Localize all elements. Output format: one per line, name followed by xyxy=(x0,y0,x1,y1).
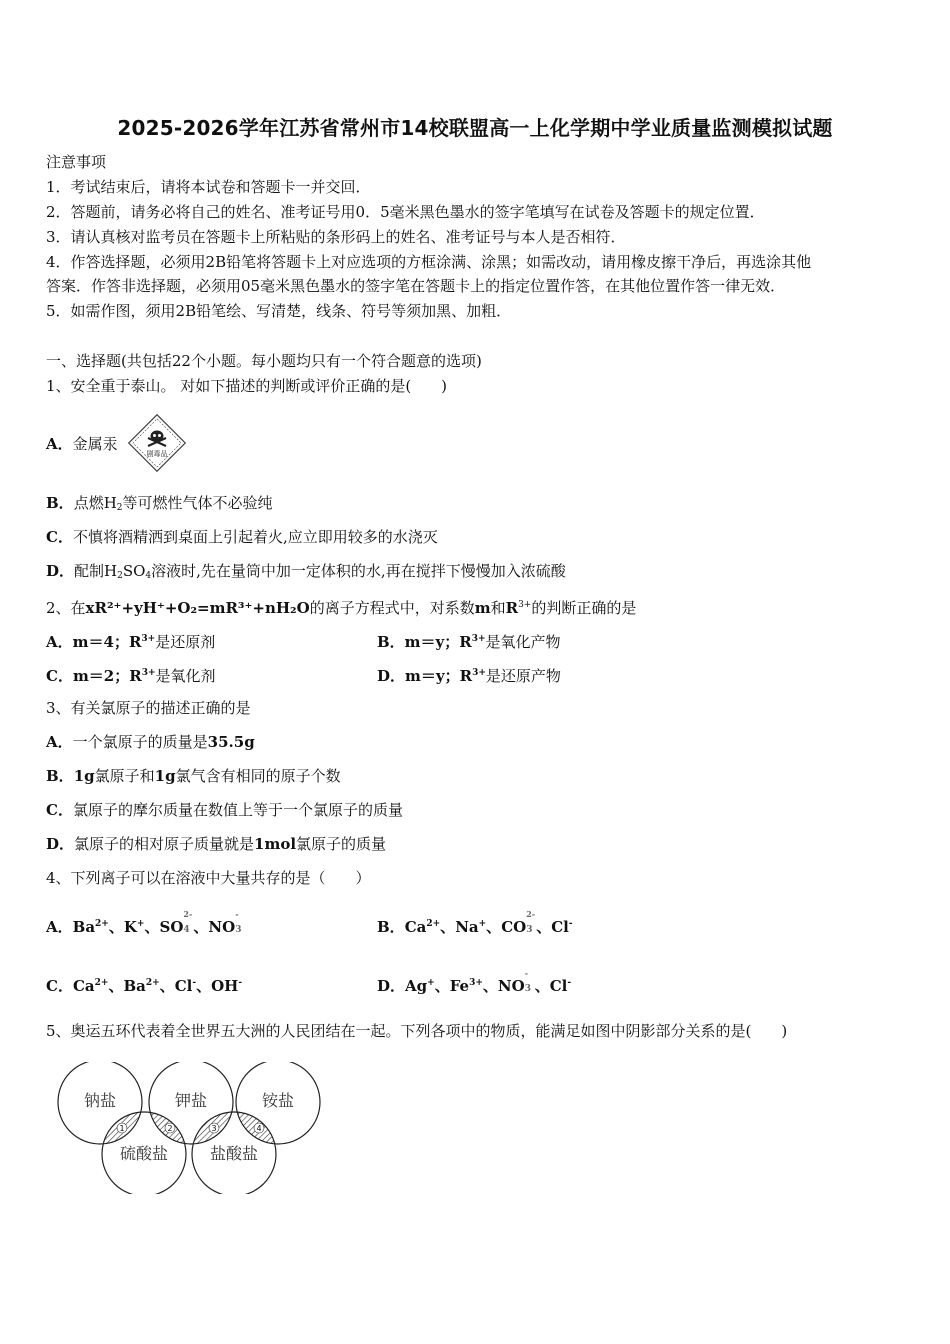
question-2-option-c xyxy=(46,663,216,686)
superscript: 3+ xyxy=(472,668,486,678)
charge: - xyxy=(524,968,529,978)
option-text: 等可燃性气体不必验纯 xyxy=(122,494,273,512)
option-text: 35.5g xyxy=(207,733,255,751)
region-number: 3 xyxy=(211,1124,217,1133)
ion: Ca xyxy=(404,918,427,936)
question-2-stem xyxy=(46,595,636,618)
notice-item: 2．答题前，请务必将自己的姓名、准考证号用0．5毫米黑色墨水的签字笔填写在试卷及答题卡的规定位置． xyxy=(46,203,765,221)
charge-stack xyxy=(235,909,245,935)
region-number: 2 xyxy=(167,1124,173,1133)
option-text: 配制H xyxy=(74,562,118,580)
superscript: 3+ xyxy=(141,634,156,644)
option-label: B． xyxy=(46,767,74,785)
option-label: B． xyxy=(377,918,405,936)
option-label: C． xyxy=(46,977,73,995)
option-text: A．m＝4；R xyxy=(46,633,142,651)
option-text: C．m＝2；R xyxy=(46,667,142,685)
ion: Cl xyxy=(551,918,569,936)
separator: 、 xyxy=(159,977,175,995)
question-3-option-d xyxy=(46,834,386,854)
ring-label: 钾盐 xyxy=(174,1091,208,1110)
ion: Na xyxy=(455,918,479,936)
question-3-stem: 3、有关氯原子的描述正确的是 xyxy=(46,699,251,717)
option-text: 1g xyxy=(73,767,95,785)
charge-stack xyxy=(183,909,193,935)
ion: Cl xyxy=(174,977,193,995)
subscript: 3 xyxy=(526,925,533,935)
separator: 、 xyxy=(108,918,124,936)
superscript: - xyxy=(238,978,243,988)
subscript: 2 xyxy=(116,503,123,513)
question-2-option-b xyxy=(377,629,561,652)
option-text: SO xyxy=(122,562,146,580)
charge-stack xyxy=(524,968,535,994)
subscript: 3 xyxy=(235,925,242,935)
ion: Ca xyxy=(72,977,95,995)
separator: 、 xyxy=(193,918,209,936)
stem-text: 和 xyxy=(490,599,506,617)
ion: Cl xyxy=(549,977,568,995)
stem-text: 的离子方程式中，对系数 xyxy=(309,599,475,617)
charge: 2- xyxy=(526,909,536,919)
subscript: 2 xyxy=(117,571,123,581)
region-number: 1 xyxy=(119,1124,125,1133)
option-label: A． xyxy=(46,435,73,453)
separator: 、 xyxy=(482,977,498,995)
question-4-option-c xyxy=(46,973,242,996)
ion: Fe xyxy=(449,977,470,995)
separator: 、 xyxy=(434,977,450,995)
olympic-rings-venn-diagram xyxy=(52,1062,332,1194)
ion: K xyxy=(123,918,137,936)
option-text: 氯原子的相对原子质量就是 xyxy=(74,835,255,853)
notice-item: 4．作答选择题，必须用2B铅笔将答题卡上对应选项的方框涂满、涂黑；如需改动，请用橡皮擦干净后，再选涂其他 xyxy=(46,253,812,271)
separator: 、 xyxy=(440,918,456,936)
section-heading: 一、选择题(共包括22个小题。每小题均只有一个符合题意的选项) xyxy=(46,352,482,370)
separator: 、 xyxy=(144,918,160,936)
ion: Ba xyxy=(72,918,96,936)
superscript: 3+ xyxy=(469,978,483,988)
option-text: 溶液时,先在量筒中加一定体积的水,再在搅拌下慢慢加入浓硫酸 xyxy=(151,562,566,580)
question-4-option-a xyxy=(46,909,245,937)
ring-label: 铵盐 xyxy=(261,1091,295,1110)
charge-stack xyxy=(526,909,536,935)
option-text: 金属汞 xyxy=(72,435,118,453)
ion: Ag xyxy=(405,977,428,995)
separator: 、 xyxy=(536,918,552,936)
option-text: 是还原剂 xyxy=(155,633,216,651)
subscript: 4 xyxy=(145,571,152,581)
superscript: 2+ xyxy=(145,978,160,988)
option-text: 点燃H xyxy=(73,494,117,512)
option-text: 1g xyxy=(154,767,176,785)
superscript: - xyxy=(567,978,572,988)
ion: SO xyxy=(159,918,184,936)
question-1-stem: 1、安全重于泰山。 对如下描述的判断或评价正确的是( ) xyxy=(46,377,448,395)
option-text: 氯原子的质量 xyxy=(296,835,387,853)
notice-item: 答案．作答非选择题，必须用05毫米黑色墨水的签字笔在答题卡上的指定位置作答，在其他位置作答一律无效． xyxy=(46,277,786,295)
question-3-option-b xyxy=(46,766,341,786)
ion: Ba xyxy=(123,977,146,995)
charge: 2- xyxy=(183,909,193,919)
separator: 、 xyxy=(486,918,502,936)
stem-text: 2、在 xyxy=(46,599,86,617)
option-label: C． xyxy=(46,528,73,546)
option-label: D． xyxy=(46,562,75,580)
superscript: + xyxy=(478,919,487,929)
coefficient: m xyxy=(474,599,491,617)
question-1-option-c xyxy=(46,527,438,547)
question-2-option-d xyxy=(377,663,561,686)
option-label: A． xyxy=(46,918,73,936)
stem-text: 的判断正确的是 xyxy=(531,599,637,617)
superscript: + xyxy=(136,919,145,929)
question-1-option-a xyxy=(46,434,118,454)
option-text: 氯原子的摩尔质量在数值上等于一个氯原子的质量 xyxy=(72,801,403,819)
question-4-option-b xyxy=(377,909,573,937)
option-text: 是氧化产物 xyxy=(485,633,561,651)
superscript: 3+ xyxy=(471,634,486,644)
separator: 、 xyxy=(108,977,124,995)
ionic-equation: xR²⁺+yH⁺+O₂=mR³⁺+nH₂O xyxy=(85,599,310,617)
option-text: 不慎将酒精洒到桌面上引起着火,应立即用较多的水浇灭 xyxy=(72,528,438,546)
question-5-stem: 5、奥运五环代表着全世界五大洲的人民团结在一起。下列各项中的物质，能满足如图中阴影部分关系的是( ) xyxy=(46,1022,788,1040)
page-title: 2025-2026学年江苏省常州市14校联盟高一上化学期中学业质量监测模拟试题 xyxy=(117,116,833,140)
question-4-option-d xyxy=(377,968,572,996)
question-3-option-c xyxy=(46,800,403,820)
superscript: 2+ xyxy=(426,919,441,929)
ring-label: 钠盐 xyxy=(83,1091,117,1110)
option-label: D． xyxy=(377,977,406,995)
subscript: 3 xyxy=(524,984,531,994)
separator: 、 xyxy=(534,977,550,995)
superscript: 3+ xyxy=(141,668,156,678)
option-text: 1mol xyxy=(254,835,297,853)
question-1-option-d xyxy=(46,561,566,586)
ion: R xyxy=(505,599,519,617)
notice-item: 5．如需作图，须用2B铅笔绘、写清楚，线条、符号等须加黑、加粗． xyxy=(46,302,512,320)
region-number: 4 xyxy=(256,1124,262,1133)
option-text: B．m＝y；R xyxy=(377,633,472,651)
option-text: 是还原产物 xyxy=(485,667,561,685)
hazard-label: 剧毒品 xyxy=(146,450,168,458)
option-label: A． xyxy=(46,733,73,751)
notice-item: 1．考试结束后，请将本试卷和答题卡一并交回． xyxy=(46,178,371,196)
separator: 、 xyxy=(196,977,212,995)
superscript: 2+ xyxy=(95,919,109,929)
ion: NO xyxy=(497,977,525,995)
ring-label: 硫酸盐 xyxy=(119,1144,169,1163)
superscript: 3+ xyxy=(518,600,532,610)
option-text: D．m＝y；R xyxy=(377,667,473,685)
ring-label: 盐酸盐 xyxy=(209,1144,259,1163)
option-text: 是氧化剂 xyxy=(155,667,216,685)
question-1-option-b xyxy=(46,493,273,518)
notice-item: 3．请认真核对监考员在答题卡上所粘贴的条形码上的姓名、准考证号与本人是否相符． xyxy=(46,228,626,246)
ion: CO xyxy=(501,918,527,936)
question-2-option-a xyxy=(46,629,215,652)
superscript: + xyxy=(427,978,435,988)
question-3-option-a xyxy=(46,732,255,752)
option-label: D． xyxy=(46,835,75,853)
superscript: - xyxy=(568,919,573,929)
option-text: 一个氯原子的质量是 xyxy=(72,733,208,751)
toxic-hazard-icon xyxy=(128,414,186,472)
ion: OH xyxy=(211,977,239,995)
superscript: - xyxy=(192,978,197,988)
charge: - xyxy=(235,909,239,919)
superscript: 2+ xyxy=(94,978,109,988)
ion: NO xyxy=(208,918,236,936)
option-label: C． xyxy=(46,801,73,819)
notice-heading: 注意事项 xyxy=(46,153,107,171)
option-text: 氯原子和 xyxy=(94,767,155,785)
option-label: B． xyxy=(46,494,74,512)
question-4-stem: 4、下列离子可以在溶液中大量共存的是（ ） xyxy=(46,869,371,887)
subscript: 4 xyxy=(183,925,190,935)
option-text: 氯气含有相同的原子个数 xyxy=(175,767,341,785)
